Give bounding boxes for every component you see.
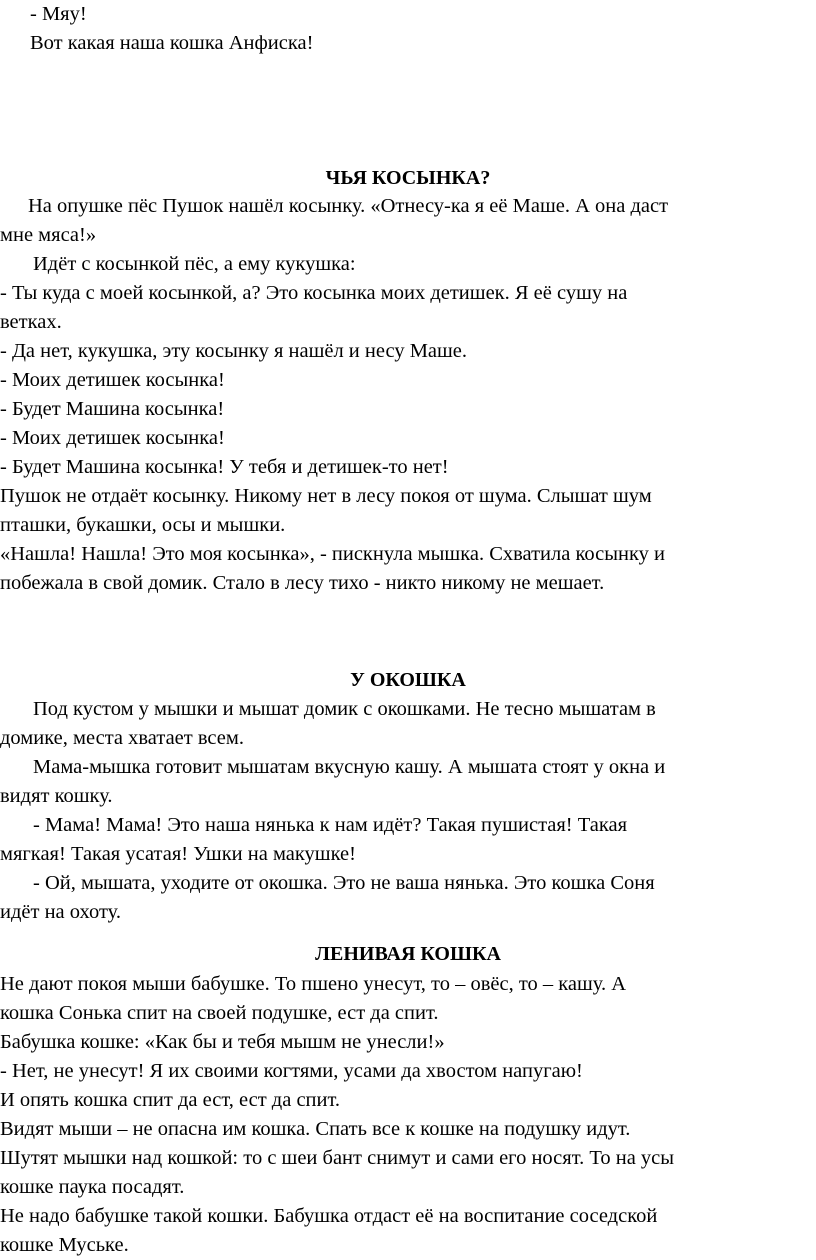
story-line: - Моих детишек косынка!	[0, 427, 225, 449]
story-line: На опушке пёс Пушок нашёл косынку. «Отнесу-ка я её Маше. А она даст	[28, 195, 669, 217]
story-line: Идёт с косынкой пёс, а ему кукушка:	[33, 253, 356, 275]
story-line: Шутят мышки над кошкой: то с шеи бант снимут и сами его носят. То на усы	[0, 1147, 675, 1169]
story-line: пташки, букашки, осы и мышки.	[0, 514, 286, 536]
story-line: мягкая! Такая усатая! Ушки на макушке!	[0, 843, 356, 865]
story-line: - Ты куда с моей косынкой, а? Это косынка моих детишек. Я её сушу на	[0, 282, 628, 304]
story-line: - Моих детишек косынка!	[0, 369, 225, 391]
intro-block	[0, 0, 313, 58]
story-line: кошке паука посадят.	[0, 1176, 185, 1198]
story-line: Бабушка кошке: «Как бы и тебя мышм не унесли!»	[0, 1031, 445, 1053]
story-line: видят кошку.	[0, 785, 113, 807]
story-line: кошка Сонька спит на своей подушке, ест да спит.	[0, 1002, 439, 1024]
story-body	[0, 192, 668, 598]
story-line: идёт на охоту.	[0, 901, 121, 923]
story-line: кошке Муське.	[0, 1234, 129, 1256]
story-title: У ОКОШКА	[350, 669, 466, 691]
story-title: ЧЬЯ КОСЫНКА?	[325, 167, 491, 189]
story-line: Видят мыши – не опасна им кошка. Спать все к кошке на подушку идут.	[0, 1118, 631, 1140]
story-body	[0, 695, 665, 927]
intro-line: - Мяу!	[30, 3, 87, 25]
story-line: Мама-мышка готовит мышатам вкусную кашу. А мышата стоят у окна и	[33, 756, 666, 778]
story-line: домике, места хватает всем.	[0, 727, 244, 749]
story-line: - Да нет, кукушка, эту косынку я нашёл и несу Маше.	[0, 340, 468, 362]
story-line: - Ой, мышата, уходите от окошка. Это не ваша нянька. Это кошка Соня	[33, 872, 655, 894]
story-line: Не надо бабушке такой кошки. Бабушка отдаст её на воспитание соседской	[0, 1205, 658, 1227]
story-line: - Будет Машина косынка! У тебя и детишек-то нет!	[0, 456, 449, 478]
story-line: Пушок не отдаёт косынку. Никому нет в лесу покоя от шума. Слышат шум	[0, 485, 652, 507]
story-line: - Мама! Мама! Это наша нянька к нам идёт? Такая пушистая! Такая	[33, 814, 628, 836]
story-body	[0, 970, 674, 1260]
story-line: побежала в свой домик. Стало в лесу тихо - никто никому не мешает.	[0, 572, 605, 594]
intro-line: Вот какая наша кошка Анфиска!	[30, 32, 314, 54]
story-line: И опять кошка спит да ест, ест да спит.	[0, 1089, 341, 1111]
story-line: Не дают покоя мыши бабушке. То пшено унесут, то – овёс, то – кашу. А	[0, 973, 627, 995]
story-line: Под кустом у мышки и мышат домик с окошками. Не тесно мышатам в	[33, 698, 656, 720]
story-line: мне мяса!»	[0, 224, 97, 246]
story-line: - Нет, не унесут! Я их своими когтями, усами да хвостом напугаю!	[0, 1060, 583, 1082]
story-line: «Нашла! Нашла! Это моя косынка», - пискнула мышка. Схватила косынку и	[0, 543, 666, 565]
story-line: ветках.	[0, 311, 62, 333]
story-title: ЛЕНИВАЯ КОШКА	[315, 943, 501, 965]
story-line: - Будет Машина косынка!	[0, 398, 225, 420]
